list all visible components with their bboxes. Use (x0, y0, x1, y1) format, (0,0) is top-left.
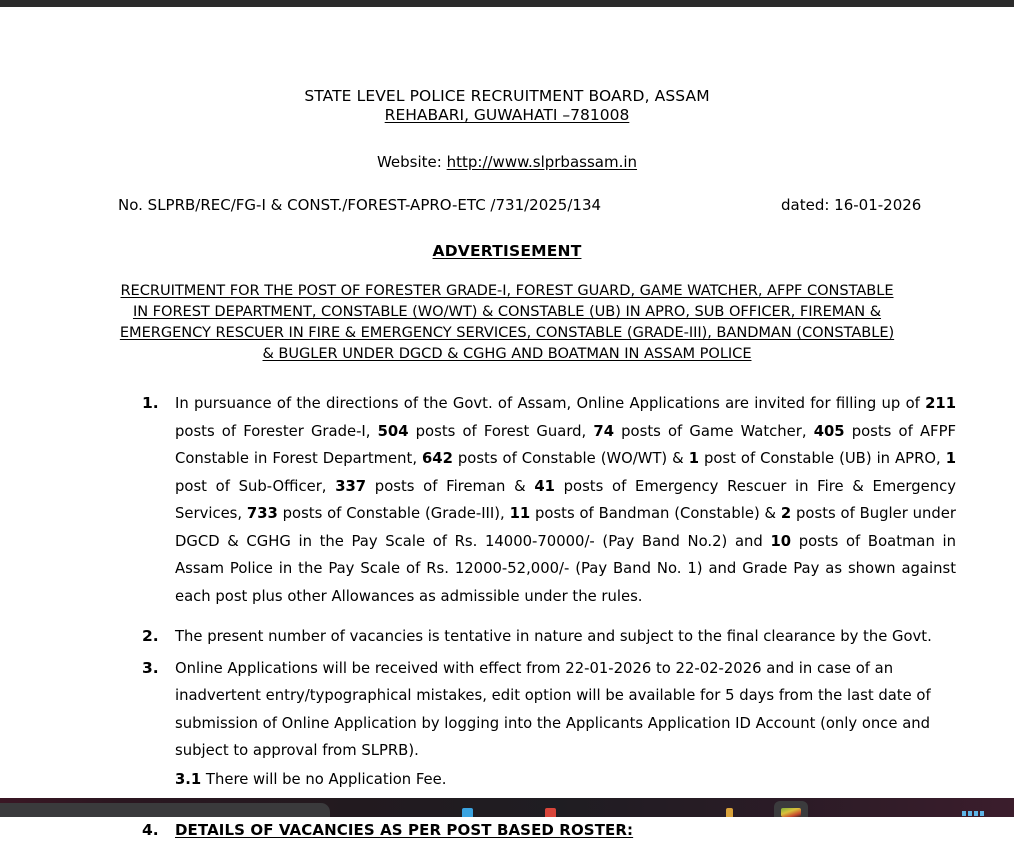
recruitment-title-line (88, 301, 926, 322)
taskbar-icon-media[interactable] (545, 808, 556, 817)
clause-subitem (175, 766, 956, 794)
organization-address-text: REHABARI, GUWAHATI –781008 (384, 106, 630, 124)
clause-text-run: DETAILS OF VACANCIES AS PER POST BASED ROSTER: (175, 821, 634, 839)
clause-item (0, 817, 1014, 845)
clause-count-value: 337 (335, 477, 367, 495)
website-label: Website: (376, 153, 442, 171)
website-line (0, 153, 1014, 171)
clause-text-run: posts of Emergency Rescuer in Fire & Emergency Services, (175, 477, 956, 522)
advertisement-heading-text: ADVERTISEMENT (432, 242, 582, 260)
clause-count-value: 41 (534, 477, 555, 495)
clause-text (175, 821, 633, 839)
recruitment-title-line-text: EMERGENCY RESCUER IN FIRE & EMERGENCY SERVICES, CONSTABLE (GRADE-III), BANDMAN (CONSTABLE) (119, 324, 895, 341)
clause-number: 3. (142, 658, 159, 677)
clause-count-value: 733 (246, 505, 278, 522)
clause-count-value: 405 (813, 422, 845, 440)
clause-subitem-text: There will be no Application Fee. (201, 770, 447, 788)
clause-text (175, 660, 931, 760)
organization-address (0, 106, 1014, 125)
advertisement-heading (0, 242, 1014, 260)
clause-text-run: posts of Bugler under DGCD & CGHG in the Pay Scale of Rs. 14000-70000/- (Pay Band No.2) and (175, 505, 956, 550)
reference-line (0, 196, 1014, 216)
clause-text-run: posts of Bandman (Constable) & (530, 505, 781, 522)
recruitment-title-line (88, 280, 926, 301)
clause-text-run: posts of AFPF Constable in Forest Department, (175, 422, 957, 467)
clause-item (0, 623, 1014, 651)
clause-count-value: 1 (688, 450, 699, 467)
clause-count-value: 74 (593, 422, 615, 440)
desktop-taskbar[interactable] (0, 798, 1014, 817)
recruitment-title-line-text: IN FOREST DEPARTMENT, CONSTABLE (WO/WT) & CONSTABLE (UB) IN APRO, SUB OFFICER, FIREMAN & (132, 303, 882, 320)
clause-count-value: 2 (780, 505, 792, 522)
clause-text-run: posts of Constable (WO/WT) & (452, 450, 689, 467)
organization-name: STATE LEVEL POLICE RECRUITMENT BOARD, ASSAM (304, 87, 710, 105)
reference-date: dated: 16-01-2026 (781, 196, 922, 214)
taskbar-left-panel[interactable] (0, 803, 330, 817)
clause-text (175, 628, 932, 645)
clause-text-run: posts of Forester Grade-I, (175, 422, 378, 440)
advertisement-document (0, 7, 1014, 845)
clause-text-run: The present number of vacancies is tentative in nature and subject to the final clearance by the Govt. (175, 628, 932, 645)
clause-text-run: posts of Game Watcher, (614, 422, 814, 440)
clause-text-run: posts of Forest Guard, (408, 422, 594, 440)
clause-text-run: post of Sub-Officer, (175, 477, 336, 495)
recruitment-title (88, 280, 926, 364)
clause-text-run: post of Constable (UB) in APRO, (698, 450, 946, 467)
reference-number: No. SLPRB/REC/FG-I & CONST./FOREST-APRO-ETC /731/2025/134 (118, 196, 602, 214)
clause-item (0, 390, 1014, 610)
clause-text-run: Online Applications will be received with effect from 22-01-2026 to 22-02-2026 and in case of an inadvertent entry/typographical mistakes, edit option will be available for 5 days from the last date of submission of Online Application by logging into the Applicants Application ID Account (only once and subject to approval from SLPRB). (175, 659, 931, 759)
clauses-list (0, 390, 1014, 845)
clause-count-value: 504 (377, 422, 409, 440)
clause-text-run: In pursuance of the directions of the Govt. of Assam, Online Applications are invited for filling up of (175, 395, 926, 412)
recruitment-title-line (88, 343, 926, 364)
clause-text-run: posts of Constable (Grade-III), (277, 505, 510, 522)
taskbar-active-app-tile[interactable] (774, 801, 808, 817)
clause-item (0, 655, 1014, 794)
clause-count-value: 11 (509, 505, 531, 522)
clause-text (175, 395, 956, 605)
clause-text-run: posts of Boatman in Assam Police in the Pay Scale of Rs. 12000-52,000/- (Pay Band No. 1) and Grade Pay as shown against each post plus other Allowances as admissible under the rules. (175, 532, 956, 605)
clause-number: 2. (142, 627, 159, 645)
taskbar-icon-browser[interactable] (462, 808, 473, 817)
recruitment-title-line-text: RECRUITMENT FOR THE POST OF FORESTER GRADE-I, FOREST GUARD, GAME WATCHER, AFPF CONSTABLE (120, 282, 894, 299)
clause-text-run: posts of Fireman & (366, 477, 535, 495)
clause-number: 4. (142, 821, 159, 839)
taskbar-active-app-icon (781, 808, 801, 817)
clause-count-value: 642 (422, 450, 453, 467)
website-url-link[interactable]: http://www.slprbassam.in (446, 153, 638, 171)
clause-number: 1. (142, 394, 159, 412)
recruitment-title-line (88, 322, 926, 343)
taskbar-indicator-dots[interactable] (962, 811, 986, 816)
recruitment-title-line-text: & BUGLER UNDER DGCD & CGHG AND BOATMAN IN ASSAM POLICE (262, 345, 752, 362)
taskbar-icon-folder[interactable] (726, 808, 733, 817)
clause-subitem-number: 3.1 (175, 770, 202, 788)
clause-count-value: 1 (945, 450, 956, 467)
clause-count-value: 10 (770, 532, 792, 550)
window-top-bar (0, 0, 1014, 7)
document-page (0, 7, 1014, 839)
clause-count-value: 211 (925, 395, 956, 412)
